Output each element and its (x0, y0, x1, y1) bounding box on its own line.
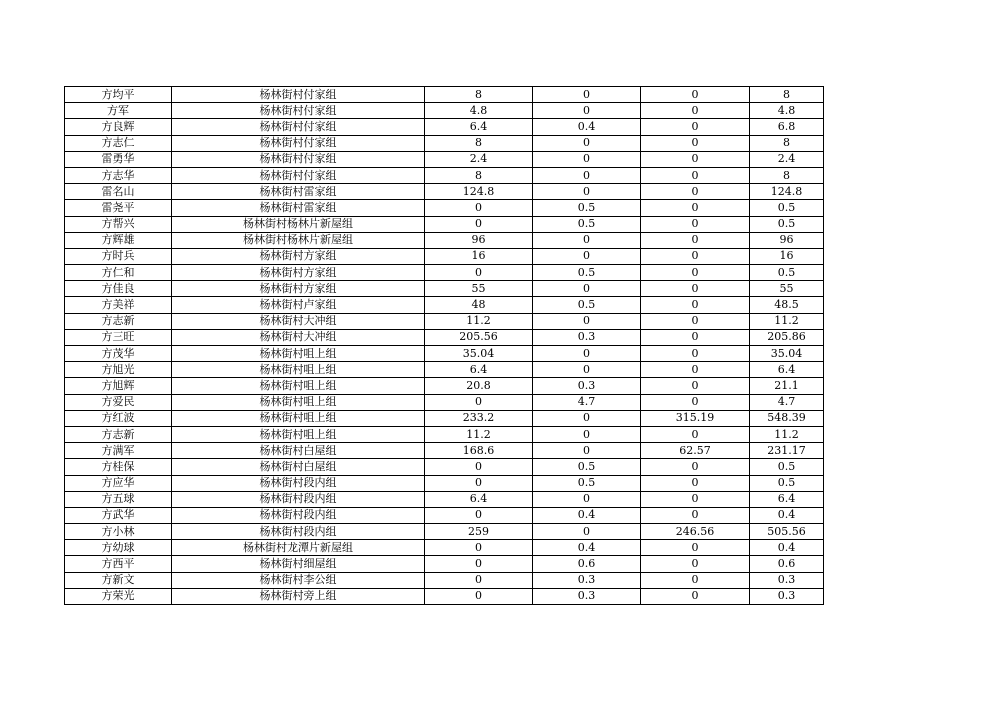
value-c-cell[interactable]: 0 (641, 507, 750, 523)
value-c-cell[interactable]: 0 (641, 475, 750, 491)
table-row (65, 167, 824, 183)
total-cell[interactable]: 8 (750, 135, 824, 151)
value-c-cell[interactable]: 0 (641, 313, 750, 329)
value-c-cell[interactable]: 246.56 (641, 524, 750, 540)
total-cell[interactable]: 11.2 (750, 426, 824, 442)
value-b-cell[interactable]: 0.3 (533, 329, 641, 345)
total-cell[interactable]: 8 (750, 87, 824, 103)
group-cell[interactable]: 杨林街村付家组 (172, 167, 425, 183)
group-cell[interactable]: 杨林街村付家组 (172, 151, 425, 167)
value-c-cell[interactable]: 0 (641, 184, 750, 200)
value-c-cell[interactable]: 0 (641, 556, 750, 572)
total-cell[interactable]: 548.39 (750, 410, 824, 426)
value-c-cell[interactable]: 0 (641, 281, 750, 297)
group-cell[interactable]: 杨林街村细屋组 (172, 556, 425, 572)
value-a-cell[interactable]: 35.04 (425, 346, 533, 362)
table-row (65, 394, 824, 410)
value-b-cell[interactable]: 0 (533, 87, 641, 103)
table-row (65, 475, 824, 491)
value-c-cell[interactable]: 0 (641, 200, 750, 216)
table-row (65, 313, 824, 329)
total-cell[interactable]: 35.04 (750, 346, 824, 362)
group-cell[interactable]: 杨林街村方家组 (172, 265, 425, 281)
value-a-cell[interactable]: 0 (425, 475, 533, 491)
value-c-cell[interactable]: 0 (641, 572, 750, 588)
group-cell[interactable]: 杨林街村咀上组 (172, 394, 425, 410)
name-cell[interactable]: 方茂华 (65, 346, 172, 362)
table-row (65, 200, 824, 216)
table-row (65, 524, 824, 540)
value-a-cell[interactable]: 0 (425, 200, 533, 216)
value-a-cell[interactable]: 11.2 (425, 426, 533, 442)
group-cell[interactable]: 杨林街村雷家组 (172, 200, 425, 216)
name-cell[interactable]: 方红波 (65, 410, 172, 426)
total-cell[interactable]: 11.2 (750, 313, 824, 329)
value-b-cell[interactable]: 0 (533, 410, 641, 426)
total-cell[interactable]: 0.3 (750, 588, 824, 604)
value-b-cell[interactable]: 0.5 (533, 297, 641, 313)
data-table (64, 86, 824, 605)
value-c-cell[interactable]: 315.19 (641, 410, 750, 426)
value-c-cell[interactable]: 62.57 (641, 443, 750, 459)
table-row (65, 410, 824, 426)
total-cell[interactable]: 231.17 (750, 443, 824, 459)
value-a-cell[interactable]: 6.4 (425, 119, 533, 135)
group-cell[interactable]: 杨林街村白屋组 (172, 459, 425, 475)
name-cell[interactable]: 雷尧平 (65, 200, 172, 216)
value-c-cell[interactable]: 0 (641, 426, 750, 442)
value-c-cell[interactable]: 0 (641, 540, 750, 556)
name-cell[interactable]: 方武华 (65, 507, 172, 523)
name-cell[interactable]: 方佳良 (65, 281, 172, 297)
value-b-cell[interactable]: 0.3 (533, 588, 641, 604)
value-a-cell[interactable]: 6.4 (425, 491, 533, 507)
group-cell[interactable]: 杨林街村段内组 (172, 475, 425, 491)
name-cell[interactable]: 方小林 (65, 524, 172, 540)
value-b-cell[interactable]: 0.6 (533, 556, 641, 572)
name-cell[interactable]: 方满军 (65, 443, 172, 459)
table-row (65, 232, 824, 248)
value-a-cell[interactable]: 0 (425, 556, 533, 572)
table-row (65, 572, 824, 588)
value-a-cell[interactable]: 55 (425, 281, 533, 297)
total-cell[interactable]: 0.4 (750, 540, 824, 556)
total-cell[interactable]: 205.86 (750, 329, 824, 345)
group-cell[interactable]: 杨林街村付家组 (172, 87, 425, 103)
table-row (65, 459, 824, 475)
value-c-cell[interactable]: 0 (641, 103, 750, 119)
value-a-cell[interactable]: 124.8 (425, 184, 533, 200)
value-b-cell[interactable]: 0 (533, 362, 641, 378)
group-cell[interactable]: 杨林街村咀上组 (172, 378, 425, 394)
table-row (65, 151, 824, 167)
total-cell[interactable]: 505.56 (750, 524, 824, 540)
value-b-cell[interactable]: 0 (533, 248, 641, 264)
name-cell[interactable]: 方旭辉 (65, 378, 172, 394)
group-cell[interactable]: 杨林街村付家组 (172, 135, 425, 151)
table-row (65, 216, 824, 232)
group-cell[interactable]: 杨林街村段内组 (172, 491, 425, 507)
name-cell[interactable]: 雷名山 (65, 184, 172, 200)
value-a-cell[interactable]: 259 (425, 524, 533, 540)
table-body (65, 87, 824, 605)
name-cell[interactable]: 方西平 (65, 556, 172, 572)
group-cell[interactable]: 杨林街村咀上组 (172, 362, 425, 378)
value-b-cell[interactable]: 0 (533, 103, 641, 119)
value-b-cell[interactable]: 0 (533, 232, 641, 248)
value-b-cell[interactable]: 0 (533, 524, 641, 540)
total-cell[interactable]: 4.8 (750, 103, 824, 119)
value-a-cell[interactable]: 0 (425, 507, 533, 523)
table-row (65, 346, 824, 362)
total-cell[interactable]: 0.6 (750, 556, 824, 572)
value-b-cell[interactable]: 0 (533, 281, 641, 297)
value-b-cell[interactable]: 0.5 (533, 200, 641, 216)
table-row (65, 297, 824, 313)
value-c-cell[interactable]: 0 (641, 232, 750, 248)
table-row (65, 540, 824, 556)
name-cell[interactable]: 方良辉 (65, 119, 172, 135)
value-c-cell[interactable]: 0 (641, 378, 750, 394)
value-b-cell[interactable]: 0 (533, 184, 641, 200)
group-cell[interactable]: 杨林街村大冲组 (172, 313, 425, 329)
total-cell[interactable]: 0.4 (750, 507, 824, 523)
table-row (65, 491, 824, 507)
name-cell[interactable]: 方桂保 (65, 459, 172, 475)
value-b-cell[interactable]: 0 (533, 426, 641, 442)
group-cell[interactable]: 杨林街村段内组 (172, 524, 425, 540)
value-b-cell[interactable]: 0.3 (533, 572, 641, 588)
total-cell[interactable]: 6.4 (750, 491, 824, 507)
value-b-cell[interactable]: 0 (533, 346, 641, 362)
name-cell[interactable]: 雷勇华 (65, 151, 172, 167)
table-row (65, 87, 824, 103)
value-a-cell[interactable]: 2.4 (425, 151, 533, 167)
value-c-cell[interactable]: 0 (641, 216, 750, 232)
value-a-cell[interactable]: 8 (425, 167, 533, 183)
table-row (65, 135, 824, 151)
total-cell[interactable]: 0.3 (750, 572, 824, 588)
name-cell[interactable]: 方三旺 (65, 329, 172, 345)
name-cell[interactable]: 方志华 (65, 167, 172, 183)
name-cell[interactable]: 方志仁 (65, 135, 172, 151)
table-row (65, 184, 824, 200)
value-c-cell[interactable]: 0 (641, 588, 750, 604)
group-cell[interactable]: 杨林街村咀上组 (172, 410, 425, 426)
name-cell[interactable]: 方爱民 (65, 394, 172, 410)
table-row (65, 443, 824, 459)
value-c-cell[interactable]: 0 (641, 248, 750, 264)
table-row (65, 119, 824, 135)
table-row (65, 378, 824, 394)
value-c-cell[interactable]: 0 (641, 265, 750, 281)
group-cell[interactable]: 杨林街村付家组 (172, 119, 425, 135)
value-c-cell[interactable]: 0 (641, 297, 750, 313)
table-row (65, 281, 824, 297)
value-a-cell[interactable]: 11.2 (425, 313, 533, 329)
value-c-cell[interactable]: 0 (641, 459, 750, 475)
value-b-cell[interactable]: 0 (533, 443, 641, 459)
value-c-cell[interactable]: 0 (641, 362, 750, 378)
value-a-cell[interactable]: 6.4 (425, 362, 533, 378)
value-c-cell[interactable]: 0 (641, 394, 750, 410)
value-c-cell[interactable]: 0 (641, 167, 750, 183)
value-b-cell[interactable]: 0.3 (533, 378, 641, 394)
total-cell[interactable]: 96 (750, 232, 824, 248)
name-cell[interactable]: 方辉雄 (65, 232, 172, 248)
value-a-cell[interactable]: 233.2 (425, 410, 533, 426)
value-a-cell[interactable]: 0 (425, 588, 533, 604)
name-cell[interactable]: 方志新 (65, 426, 172, 442)
group-cell[interactable]: 杨林街村咀上组 (172, 346, 425, 362)
value-c-cell[interactable]: 0 (641, 119, 750, 135)
name-cell[interactable]: 方均平 (65, 87, 172, 103)
total-cell[interactable]: 4.7 (750, 394, 824, 410)
total-cell[interactable]: 124.8 (750, 184, 824, 200)
name-cell[interactable]: 方时兵 (65, 248, 172, 264)
value-b-cell[interactable]: 0.4 (533, 507, 641, 523)
group-cell[interactable]: 杨林街村雷家组 (172, 184, 425, 200)
value-b-cell[interactable]: 0.4 (533, 540, 641, 556)
table-row (65, 426, 824, 442)
table-row (65, 556, 824, 572)
value-a-cell[interactable]: 8 (425, 87, 533, 103)
group-cell[interactable]: 杨林街村白屋组 (172, 443, 425, 459)
value-b-cell[interactable]: 0 (533, 167, 641, 183)
table-row (65, 507, 824, 523)
name-cell[interactable]: 方幼球 (65, 540, 172, 556)
value-c-cell[interactable]: 0 (641, 491, 750, 507)
group-cell[interactable]: 杨林街村龙潭片新屋组 (172, 540, 425, 556)
total-cell[interactable]: 6.8 (750, 119, 824, 135)
group-cell[interactable]: 杨林街村段内组 (172, 507, 425, 523)
value-b-cell[interactable]: 0.5 (533, 459, 641, 475)
value-a-cell[interactable]: 8 (425, 135, 533, 151)
total-cell[interactable]: 0.5 (750, 265, 824, 281)
total-cell[interactable]: 8 (750, 167, 824, 183)
value-a-cell[interactable]: 0 (425, 540, 533, 556)
total-cell[interactable]: 0.5 (750, 216, 824, 232)
total-cell[interactable]: 0.5 (750, 459, 824, 475)
total-cell[interactable]: 2.4 (750, 151, 824, 167)
value-a-cell[interactable]: 96 (425, 232, 533, 248)
table-row (65, 103, 824, 119)
value-b-cell[interactable]: 4.7 (533, 394, 641, 410)
value-c-cell[interactable]: 0 (641, 87, 750, 103)
value-a-cell[interactable]: 48 (425, 297, 533, 313)
value-a-cell[interactable]: 205.56 (425, 329, 533, 345)
name-cell[interactable]: 方仁和 (65, 265, 172, 281)
group-cell[interactable]: 杨林街村付家组 (172, 103, 425, 119)
name-cell[interactable]: 方军 (65, 103, 172, 119)
group-cell[interactable]: 杨林街村卢家组 (172, 297, 425, 313)
value-a-cell[interactable]: 16 (425, 248, 533, 264)
value-a-cell[interactable]: 0 (425, 459, 533, 475)
name-cell[interactable]: 方应华 (65, 475, 172, 491)
value-a-cell[interactable]: 168.6 (425, 443, 533, 459)
value-c-cell[interactable]: 0 (641, 329, 750, 345)
group-cell[interactable]: 杨林街村方家组 (172, 281, 425, 297)
total-cell[interactable]: 0.5 (750, 475, 824, 491)
value-c-cell[interactable]: 0 (641, 346, 750, 362)
name-cell[interactable]: 方新文 (65, 572, 172, 588)
value-c-cell[interactable]: 0 (641, 135, 750, 151)
table-row (65, 588, 824, 604)
table-row (65, 265, 824, 281)
name-cell[interactable]: 方志新 (65, 313, 172, 329)
value-b-cell[interactable]: 0 (533, 151, 641, 167)
name-cell[interactable]: 方美祥 (65, 297, 172, 313)
group-cell[interactable]: 杨林街村方家组 (172, 248, 425, 264)
table-row (65, 362, 824, 378)
table-row (65, 329, 824, 345)
name-cell[interactable]: 方旭光 (65, 362, 172, 378)
group-cell[interactable]: 杨林街村大冲组 (172, 329, 425, 345)
value-b-cell[interactable]: 0 (533, 135, 641, 151)
group-cell[interactable]: 杨林街村杨林片新屋组 (172, 232, 425, 248)
total-cell[interactable]: 21.1 (750, 378, 824, 394)
total-cell[interactable]: 16 (750, 248, 824, 264)
name-cell[interactable]: 方五球 (65, 491, 172, 507)
value-b-cell[interactable]: 0.5 (533, 475, 641, 491)
value-a-cell[interactable]: 0 (425, 394, 533, 410)
value-b-cell[interactable]: 0.4 (533, 119, 641, 135)
value-b-cell[interactable]: 0.5 (533, 216, 641, 232)
name-cell[interactable]: 方帮兴 (65, 216, 172, 232)
value-b-cell[interactable]: 0.5 (533, 265, 641, 281)
group-cell[interactable]: 杨林街村旁上组 (172, 588, 425, 604)
value-a-cell[interactable]: 0 (425, 265, 533, 281)
value-a-cell[interactable]: 20.8 (425, 378, 533, 394)
group-cell[interactable]: 杨林街村咀上组 (172, 426, 425, 442)
total-cell[interactable]: 6.4 (750, 362, 824, 378)
value-b-cell[interactable]: 0 (533, 313, 641, 329)
total-cell[interactable]: 55 (750, 281, 824, 297)
value-b-cell[interactable]: 0 (533, 491, 641, 507)
table-row (65, 248, 824, 264)
total-cell[interactable]: 0.5 (750, 200, 824, 216)
value-c-cell[interactable]: 0 (641, 151, 750, 167)
total-cell[interactable]: 48.5 (750, 297, 824, 313)
value-a-cell[interactable]: 4.8 (425, 103, 533, 119)
name-cell[interactable]: 方荣光 (65, 588, 172, 604)
group-cell[interactable]: 杨林街村李公组 (172, 572, 425, 588)
value-a-cell[interactable]: 0 (425, 572, 533, 588)
group-cell[interactable]: 杨林街村杨林片新屋组 (172, 216, 425, 232)
value-a-cell[interactable]: 0 (425, 216, 533, 232)
